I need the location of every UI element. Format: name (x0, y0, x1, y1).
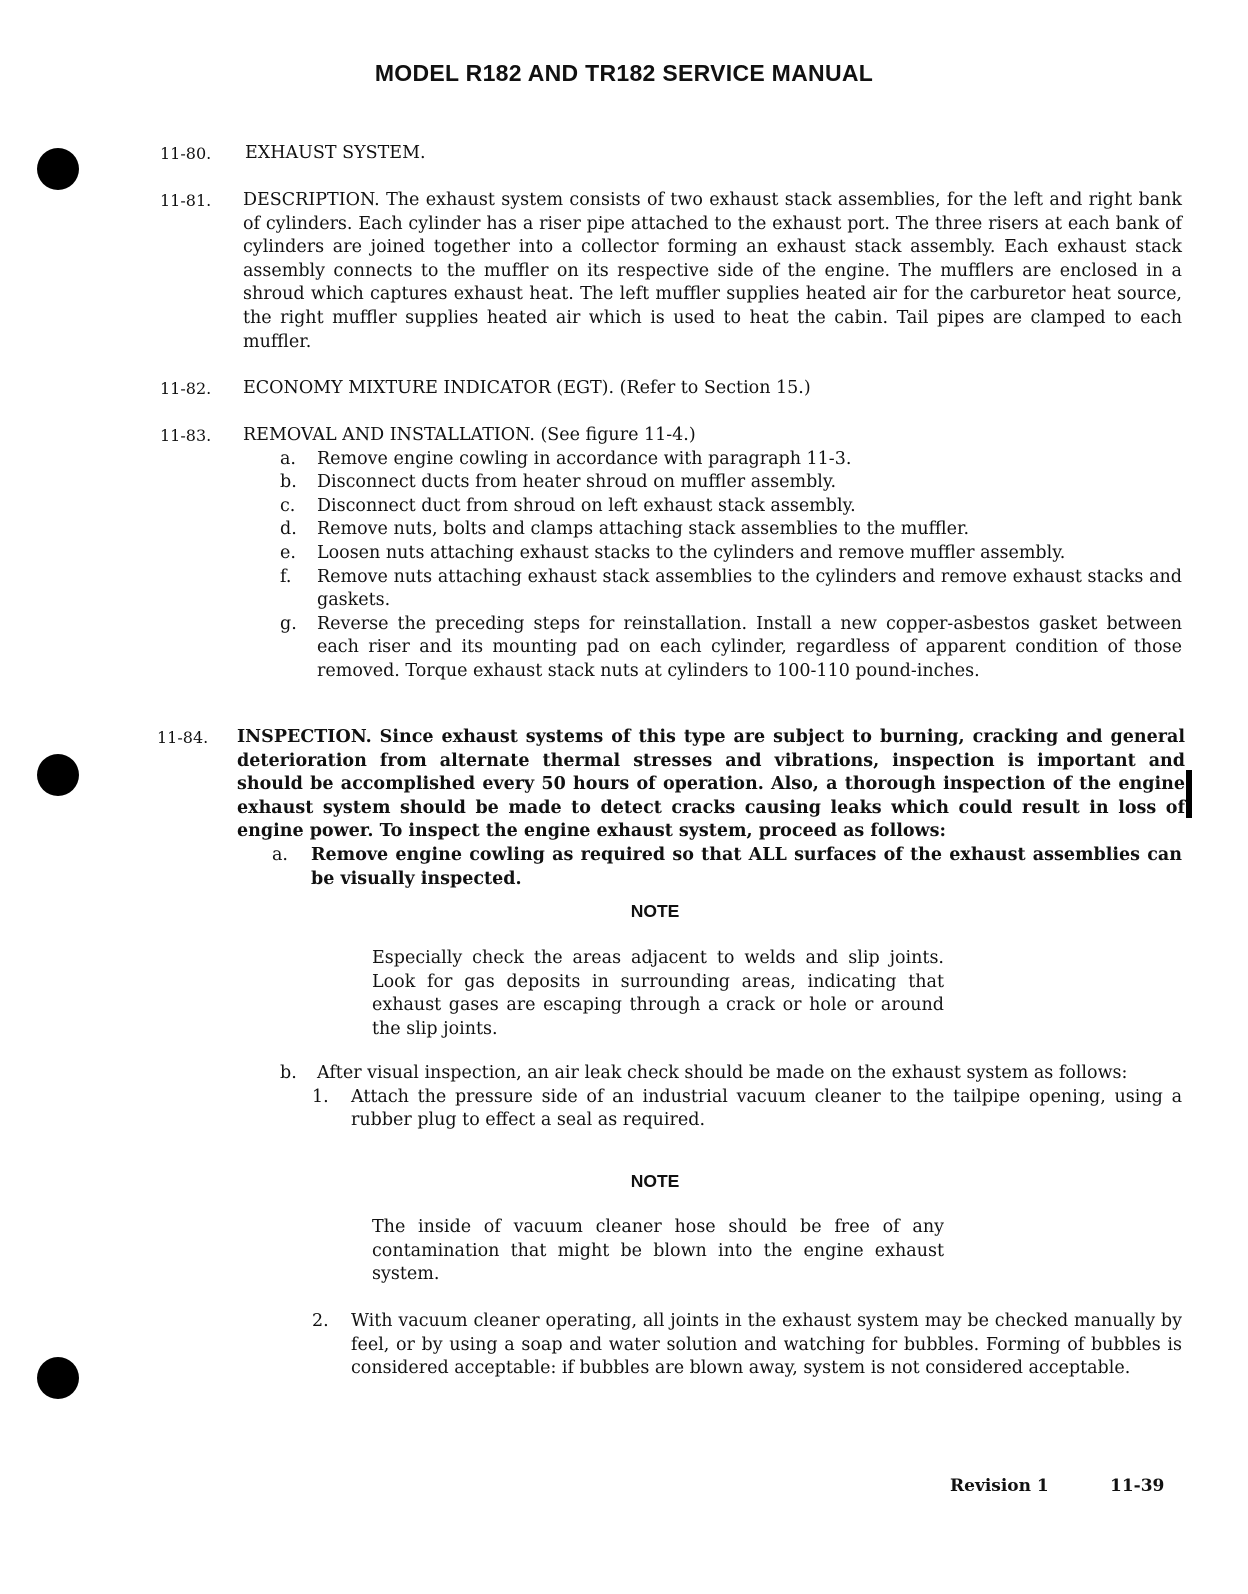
section-heading: EXHAUST SYSTEM. (245, 143, 426, 163)
binder-hole (37, 1357, 79, 1399)
page-title: MODEL R182 AND TR182 SERVICE MANUAL (374, 60, 874, 86)
list-text: Remove engine cowling as required so that ALL surfaces of the exhaust assemblies can be visually inspected. (311, 844, 1182, 889)
list-letter: e. (280, 542, 296, 563)
section-text: INSPECTION. Since exhaust systems of this type are subject to burning, cracking and general deterioration from alternate thermal stresses and vibrations, inspection is important and should be accomplished every 50 hours of operation. Also, a thorough inspection of the engine exhaust system should be made to detect cracks causing leaks which could result in loss of engine power. To inspect the engine exhaust system, proceed as follows: (237, 727, 1185, 842)
list-item (160, 566, 1182, 613)
list-letter: b. (280, 1063, 297, 1083)
list-item (160, 495, 1182, 519)
section-number: 11-82. (160, 379, 212, 398)
section-text: ECONOMY MIXTURE INDICATOR (EGT). (Refer to Section 15.) (243, 378, 811, 398)
section-11-84 (157, 726, 1185, 891)
list-item (160, 448, 1182, 472)
list-letter: b. (280, 472, 297, 493)
section-11-83 (160, 424, 1182, 684)
list-letter: a. (280, 448, 296, 469)
revision-label: Revision 1 (950, 1476, 1049, 1496)
list-item (160, 1062, 1182, 1086)
section-text: DESCRIPTION. The exhaust system consists of two exhaust stack assemblies, for the left and right bank of cylinders. Each cylinder has a riser pipe attached to the exhaust port. The three risers at each bank of cylinders are joined together into a collector forming an exhaust stack assembly. Each exhaust stack assembly connects to the muffler on its respective side of the engine. The mufflers are enclosed in a shroud which captures exhaust heat. The left muffler supplies heated air for the carburetor heat source, the right muffler supplies heated air which is used to heat the cabin. Tail pipes are clamped to each muffler. (243, 190, 1182, 352)
list-letter: g. (280, 613, 297, 634)
list-letter: d. (280, 519, 297, 540)
list-letter: f. (280, 566, 292, 587)
sub-list-text: Attach the pressure side of an industrial vacuum cleaner to the tailpipe opening, using a rubber plug to effect a seal as required. (351, 1086, 1182, 1131)
section-number: 11-81. (160, 191, 212, 210)
list-text: Remove engine cowling in accordance with paragraph 11-3. (317, 448, 852, 469)
section-11-82 (160, 377, 1182, 401)
list-item (160, 542, 1182, 566)
list-text: Remove nuts, bolts and clamps attaching stack assemblies to the muffler. (317, 519, 970, 540)
list-letter: c. (280, 495, 296, 516)
note-text: The inside of vacuum cleaner hose should be free of any contamination that might be blown into the engine exhaust system. (372, 1217, 944, 1285)
list-text: Disconnect ducts from heater shroud on muffler assembly. (317, 472, 837, 493)
section-11-81 (160, 189, 1182, 354)
list-item (160, 1062, 1182, 1133)
list-item (160, 844, 1182, 891)
section-11-80 (160, 142, 1182, 166)
section-number: 11-83. (160, 426, 212, 445)
sub-list-text: With vacuum cleaner operating, all joints in the exhaust system may be checked manually by feel, or by using a soap and water solution and watching for bubbles. Forming of bubbles is considered acceptable: if bubbles are blown away, system is not considered acceptable. (351, 1311, 1182, 1379)
list-item (160, 613, 1182, 684)
list-letter: a. (272, 844, 288, 865)
sub-list-number: 2. (312, 1311, 329, 1331)
binder-hole (37, 148, 79, 190)
note-text: Especially check the areas adjacent to welds and slip joints. Look for gas deposits in surrounding areas, indicating that exhaust gases are escaping through a crack or hole or around the slip joints. (372, 948, 944, 1039)
section-number: 11-80. (160, 144, 212, 163)
page-number: 11-39 (1110, 1476, 1165, 1496)
list-item (160, 518, 1182, 542)
binder-hole (37, 754, 79, 796)
note-heading: NOTE (630, 1171, 680, 1191)
note-heading: NOTE (630, 901, 680, 921)
sub-list-item (160, 1310, 1182, 1381)
sub-list-item (160, 1310, 1182, 1381)
sub-list-item (160, 1086, 1182, 1133)
list-text: Disconnect duct from shroud on left exhaust stack assembly. (317, 495, 856, 516)
list-text: Loosen nuts attaching exhaust stacks to the cylinders and remove muffler assembly. (317, 542, 1066, 563)
revision-change-bar (1186, 770, 1192, 818)
section-number: 11-84. (157, 728, 209, 747)
list-text: After visual inspection, an air leak check should be made on the exhaust system as follows: (317, 1063, 1128, 1083)
list-item (160, 471, 1182, 495)
list-text: Reverse the preceding steps for reinstallation. Install a new copper-asbestos gasket between each riser and its mounting pad on each cylinder, regardless of apparent condition of those removed. Torque exhaust stack nuts at cylinders to 100-110 pound-inches. (317, 613, 1182, 681)
sub-list-number: 1. (312, 1086, 329, 1107)
list-text: Remove nuts attaching exhaust stack assemblies to the cylinders and remove exhaust stacks and gaskets. (317, 566, 1182, 611)
section-heading: REMOVAL AND INSTALLATION. (See figure 11-4.) (243, 425, 696, 445)
